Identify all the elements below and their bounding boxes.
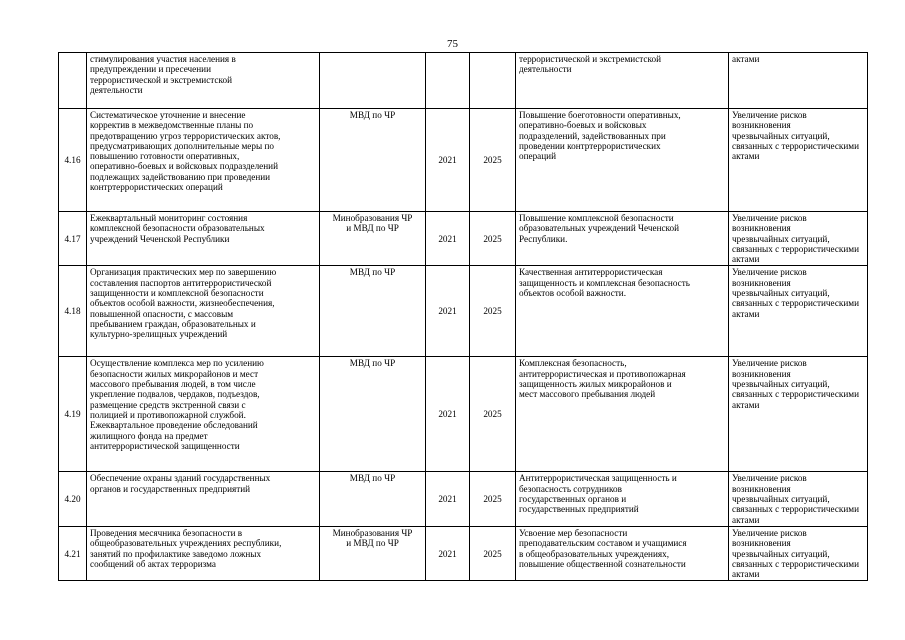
result-cell [516, 526, 729, 580]
result-cell-text: Повышение боеготовности оперативных, оперативно-боевых и войсковых подразделений, задействованных при проведении контртеррористических операций [519, 110, 681, 162]
table-row [59, 526, 868, 580]
start-year-cell-text: 2021 [438, 233, 457, 244]
end-year-cell-text: 2025 [483, 409, 502, 420]
risk-cell-text: Увеличение рисков возникновения чрезвычайных ситуаций, связанных с террористическими актами [732, 110, 860, 162]
end-year-cell-text: 2025 [483, 548, 502, 559]
row-number-cell [59, 266, 87, 357]
measure-cell-text: стимулирования участия населения в предупреждении и пресечении террористической и экстремистской деятельности [90, 54, 236, 95]
plan-table [58, 52, 868, 581]
result-cell [516, 109, 729, 212]
executor-cell-text: Минобразования ЧР и МВД по ЧР [332, 527, 413, 549]
measure-cell-text: Обеспечение охраны зданий государственных органов и государственных предприятий [90, 473, 271, 494]
end-year-cell [470, 109, 516, 212]
measure-cell [87, 472, 320, 526]
start-year-cell [426, 357, 470, 472]
end-year-cell-text: 2025 [483, 494, 502, 505]
measure-cell [87, 53, 320, 109]
measure-cell [87, 357, 320, 472]
row-number-cell [59, 212, 87, 266]
row-number-cell-text: 4.17 [64, 233, 81, 244]
start-year-cell-text: 2021 [438, 306, 457, 317]
risk-cell [729, 472, 868, 526]
start-year-cell [426, 266, 470, 357]
end-year-cell-text: 2025 [483, 233, 502, 244]
result-cell [516, 357, 729, 472]
risk-cell-text: Увеличение рисков возникновения чрезвычайных ситуаций, связанных с террористическими актами [732, 267, 860, 319]
risk-cell-text: Увеличение рисков возникновения чрезвычайных ситуаций, связанных с террористическими актами [732, 527, 860, 580]
row-number-cell [59, 53, 87, 109]
page-number: 75 [447, 38, 458, 50]
row-number-cell-text: 4.18 [64, 306, 81, 317]
start-year-cell-text: 2021 [438, 494, 457, 505]
table-row [59, 109, 868, 212]
row-number-cell [59, 472, 87, 526]
result-cell [516, 472, 729, 526]
result-cell-text: Антитеррористическая защищенность и безопасность сотрудников государственных органов и государственных предприятий [519, 473, 677, 515]
row-number-cell-text: 4.19 [64, 409, 81, 420]
row-number-cell-text: 4.16 [64, 154, 81, 165]
executor-cell [320, 212, 426, 266]
result-cell-text: террористической и экстремистской деятельности [519, 54, 661, 75]
measure-cell [87, 266, 320, 357]
table-row [59, 53, 868, 109]
risk-cell [729, 53, 868, 109]
executor-cell [320, 109, 426, 212]
table-row [59, 357, 868, 472]
measure-cell [87, 526, 320, 580]
start-year-cell [426, 109, 470, 212]
plan-table-body [59, 53, 868, 581]
measure-cell-text: Ежеквартальный мониторинг состояния комплексной безопасности образовательных учреждений Чеченской Республики [90, 213, 265, 244]
end-year-cell-text: 2025 [483, 306, 502, 317]
measure-cell-text: Организация практических мер по завершению составления паспортов антитеррористической защищенности и комплексной безопасности объектов особой важности, жизнеобеспечения, повышенной опасности, с массовым пребыванием граждан, образовательных и культурно-зрелищных учреждений [90, 267, 277, 340]
measure-cell [87, 109, 320, 212]
executor-cell-text: МВД по ЧР [349, 110, 396, 120]
risk-cell [729, 526, 868, 580]
end-year-cell [470, 266, 516, 357]
start-year-cell [426, 212, 470, 266]
start-year-cell-text: 2021 [438, 548, 457, 559]
end-year-cell [470, 53, 516, 109]
table-row [59, 212, 868, 266]
risk-cell-text: актами [732, 54, 760, 64]
result-cell-text: Комплексная безопасность, антитеррористическая и противопожарная защищенность жилых микрорайонов и мест массового пребывания людей [519, 358, 686, 400]
result-cell [516, 212, 729, 266]
measure-cell-text: Осуществление комплекса мер по усилению безопасности жилых микрорайонов и мест массового пребывания людей, в том числе укрепление подвалов, чердаков, подъездов, размещение средств экстренной связи с полицией и противопожарной службой. Ежеквартальное проведение обследований жилищного фонда на предмет антитеррористической защищенности [90, 358, 264, 451]
start-year-cell-text: 2021 [438, 409, 457, 420]
row-number-cell [59, 109, 87, 212]
risk-cell [729, 357, 868, 472]
row-number-cell-text: 4.21 [64, 548, 81, 559]
measure-cell-text: Проведения месячника безопасности в общеобразовательных учреждениях республики, занятий по профилактике заведомо ложных сообщений об актах терроризма [90, 527, 282, 569]
executor-cell [320, 53, 426, 109]
measure-cell [87, 212, 320, 266]
row-number-cell [59, 526, 87, 580]
executor-cell-text: МВД по ЧР [349, 473, 396, 484]
risk-cell [729, 212, 868, 266]
table-row [59, 266, 868, 357]
start-year-cell [426, 526, 470, 580]
end-year-cell [470, 526, 516, 580]
executor-cell-text: Минобразования ЧР и МВД по ЧР [332, 213, 413, 234]
row-number-cell [59, 357, 87, 472]
result-cell-text: Качественная антитеррористическая защищенность и комплексная безопасность объектов особой важности. [519, 267, 690, 299]
end-year-cell [470, 472, 516, 526]
executor-cell [320, 526, 426, 580]
end-year-cell [470, 212, 516, 266]
result-cell-text: Повышение комплексной безопасности образовательных учреждений Чеченской Республики. [519, 213, 680, 244]
executor-cell [320, 472, 426, 526]
table-row [59, 472, 868, 526]
executor-cell [320, 357, 426, 472]
row-number-cell-text: 4.20 [64, 494, 81, 505]
executor-cell [320, 266, 426, 357]
measure-cell-text: Систематическое уточнение и внесение корректив в межведомственные планы по предотвращению угроз террористических актов, предусматривающих дополнительные меры по повышению готовности оперативных, оперативно-боевых и войсковых подразделений подлежащих задействованию при проведении контртеррористических операций [90, 110, 281, 193]
start-year-cell [426, 53, 470, 109]
end-year-cell [470, 357, 516, 472]
result-cell [516, 266, 729, 357]
risk-cell [729, 266, 868, 357]
risk-cell-text: Увеличение рисков возникновения чрезвычайных ситуаций, связанных с террористическими актами [732, 473, 860, 525]
start-year-cell-text: 2021 [438, 154, 457, 165]
end-year-cell-text: 2025 [483, 154, 502, 165]
risk-cell [729, 109, 868, 212]
risk-cell-text: Увеличение рисков возникновения чрезвычайных ситуаций, связанных с террористическими актами [732, 358, 860, 410]
result-cell [516, 53, 729, 109]
executor-cell-text: МВД по ЧР [349, 358, 396, 369]
result-cell-text: Усвоение мер безопасности преподавательским составом и учащимися в общеобразовательных учреждениях, повышение общественной сознательности [519, 527, 687, 569]
start-year-cell [426, 472, 470, 526]
risk-cell-text: Увеличение рисков возникновения чрезвычайных ситуаций, связанных с террористическими актами [732, 213, 860, 265]
executor-cell-text: МВД по ЧР [349, 267, 396, 278]
